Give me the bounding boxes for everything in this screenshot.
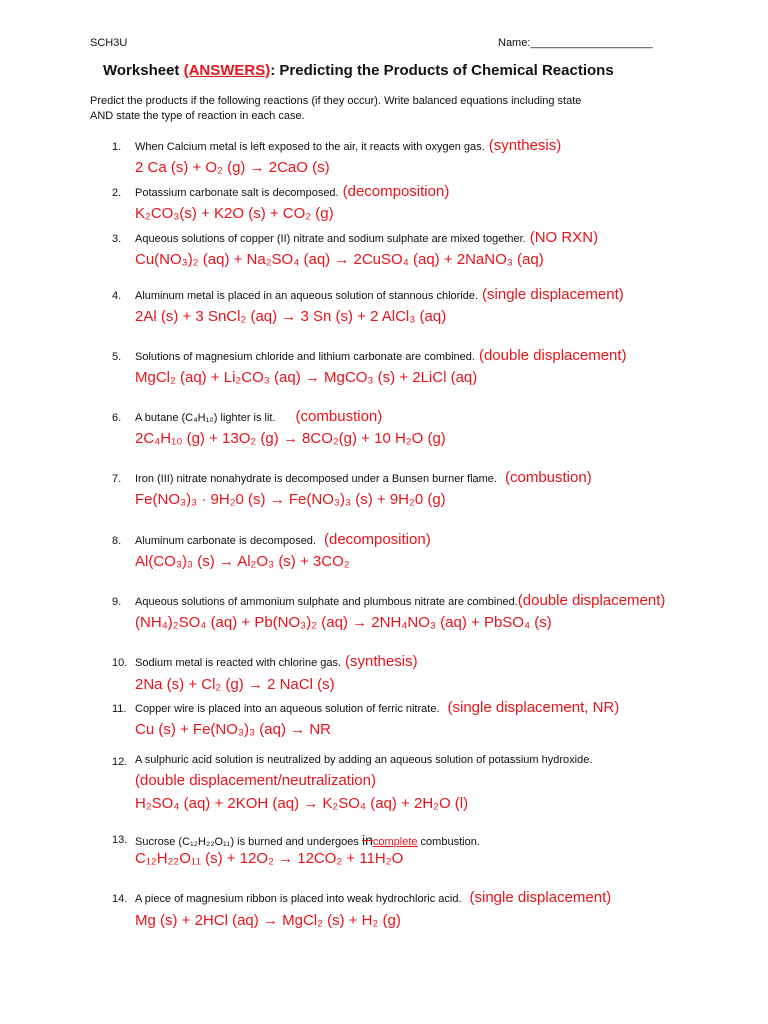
item-number: 2. <box>112 187 122 199</box>
reaction-type: (decomposition) <box>342 183 450 200</box>
question-text: Copper wire is placed into an aqueous solution of ferric nitrate. <box>135 703 440 715</box>
item-question <box>135 286 624 303</box>
answer-equation: Cu(NO₃)₂ (aq) + Na₂SO₄ (aq) → 2CuSO₄ (aq) + 2NaNO₃ (aq) <box>135 251 544 268</box>
reaction-type: (combustion) <box>295 408 383 425</box>
reaction-type: (double displacement) <box>478 347 627 364</box>
item-number: 3. <box>112 233 122 245</box>
question-text: A butane (C₄H₁₀) lighter is lit. <box>135 412 276 424</box>
item-question <box>135 592 665 609</box>
answer-equation: H₂SO₄ (aq) + 2KOH (aq) → K₂SO₄ (aq) + 2H₂O (l) <box>135 795 469 812</box>
question-text-end: combustion. <box>417 836 480 848</box>
question-text: Sucrose (C₁₂H₂₂O₁₁) is burned and undergoes <box>135 836 362 848</box>
title-suffix: : Predicting the Products of Chemical Reactions <box>270 62 614 79</box>
question-text: Aqueous solutions of ammonium sulphate and plumbous nitrate are combined. <box>135 596 518 608</box>
item-number: 7. <box>112 473 122 485</box>
reaction-type: (double displacement/neutralization) <box>135 772 376 789</box>
item-question <box>135 183 449 200</box>
answer-equation: K₂CO₃(s) + K2O (s) + CO₂ (g) <box>135 205 334 222</box>
item-number: 5. <box>112 351 122 363</box>
reaction-type: (synthesis) <box>488 137 562 154</box>
item-number: 13. <box>112 834 128 846</box>
question-text: Iron (III) nitrate nonahydrate is decomposed under a Bunsen burner flame. <box>135 473 497 485</box>
strikethrough-in <box>362 832 373 848</box>
question-text: When Calcium metal is left exposed to the air, it reacts with oxygen gas. <box>135 141 485 153</box>
item-question <box>135 889 611 906</box>
instructions <box>90 94 581 124</box>
item-number: 9. <box>112 596 122 608</box>
page-title <box>103 62 614 79</box>
reaction-type: (NO RXN) <box>529 229 599 246</box>
item-number: 10. <box>112 657 128 669</box>
item-question <box>135 408 382 425</box>
instructions-line-2: AND state the type of reaction in each case. <box>90 110 305 122</box>
answer-equation: 2 Ca (s) + O₂ (g) → 2CaO (s) <box>135 159 330 176</box>
item-question <box>135 832 480 848</box>
reaction-type: (decomposition) <box>323 531 431 548</box>
item-number: 4. <box>112 290 122 302</box>
answer-equation: Fe(NO₃)₃ · 9H₂0 (s) → Fe(NO₃)₃ (s) + 9H₂0 (g) <box>135 491 446 508</box>
title-answers: (ANSWERS) <box>183 62 271 79</box>
inserted-word: complete <box>372 836 418 848</box>
item-question <box>135 469 592 486</box>
question-text: Aqueous solutions of copper (II) nitrate and sodium sulphate are mixed together. <box>135 233 526 245</box>
question-text: Sodium metal is reacted with chlorine gas. <box>135 657 342 669</box>
name-field-label: Name:____________________ <box>498 37 653 49</box>
reaction-type: (single displacement) <box>469 889 612 906</box>
item-number: 8. <box>112 535 122 547</box>
struck-text: in <box>361 832 373 848</box>
question-text: Aluminum metal is placed in an aqueous solution of stannous chloride. <box>135 290 479 302</box>
item-question <box>135 137 561 154</box>
answer-equation: 2C₄H₁₀ (g) + 13O₂ (g) → 8CO₂(g) + 10 H₂O (g) <box>135 430 446 447</box>
reaction-type: (synthesis) <box>345 653 418 670</box>
question-text: Solutions of magnesium chloride and lithium carbonate are combined. <box>135 351 475 363</box>
reaction-type: (single displacement, NR) <box>447 699 620 716</box>
item-question <box>135 653 418 670</box>
item-question <box>135 229 598 246</box>
question-text: A piece of magnesium ribbon is placed into weak hydrochloric acid. <box>135 893 462 905</box>
reaction-type: (combustion) <box>505 469 592 486</box>
answer-equation: MgCl₂ (aq) + Li₂CO₃ (aq) → MgCO₃ (s) + 2LiCl (aq) <box>135 369 478 386</box>
title-prefix: Worksheet <box>103 62 184 79</box>
instructions-line-1: Predict the products if the following reactions (if they occur). Write balanced equations including state <box>90 95 582 107</box>
answer-equation: Mg (s) + 2HCl (aq) → MgCl₂ (s) + H₂ (g) <box>135 912 401 929</box>
answer-equation: 2Na (s) + Cl₂ (g) → 2 NaCl (s) <box>135 676 335 693</box>
item-question: A sulphuric acid solution is neutralized by adding an aqueous solution of potassium hydroxide. <box>135 754 593 766</box>
question-text: Aluminum carbonate is decomposed. <box>135 535 316 547</box>
question-text: Potassium carbonate salt is decomposed. <box>135 187 339 199</box>
answer-equation: (NH₄)₂SO₄ (aq) + Pb(NO₃)₂ (aq) → 2NH₄NO₃ (aq) + PbSO₄ (s) <box>135 614 552 631</box>
item-question <box>135 531 431 548</box>
item-question <box>135 699 619 716</box>
course-code: SCH3U <box>90 37 128 49</box>
item-number: 11. <box>112 703 127 715</box>
answer-equation: 2Al (s) + 3 SnCl₂ (aq) → 3 Sn (s) + 2 AlCl₃ (aq) <box>135 308 447 325</box>
answer-equation: Al(CO₃)₃ (s) → Al₂O₃ (s) + 3CO₂ <box>135 553 350 570</box>
item-question <box>135 347 627 364</box>
item-number: 12. <box>112 756 128 768</box>
answer-equation: C₁₂H₂₂O₁₁ (s) + 12O₂ → 12CO₂ + 11H₂O <box>135 850 404 867</box>
reaction-type: (single displacement) <box>482 286 624 303</box>
answer-equation: Cu (s) + Fe(NO₃)₃ (aq) → NR <box>135 721 331 738</box>
item-number: 6. <box>112 412 122 424</box>
reaction-type: (double displacement) <box>517 592 666 609</box>
item-number: 14. <box>112 893 128 905</box>
item-number: 1. <box>112 141 122 153</box>
